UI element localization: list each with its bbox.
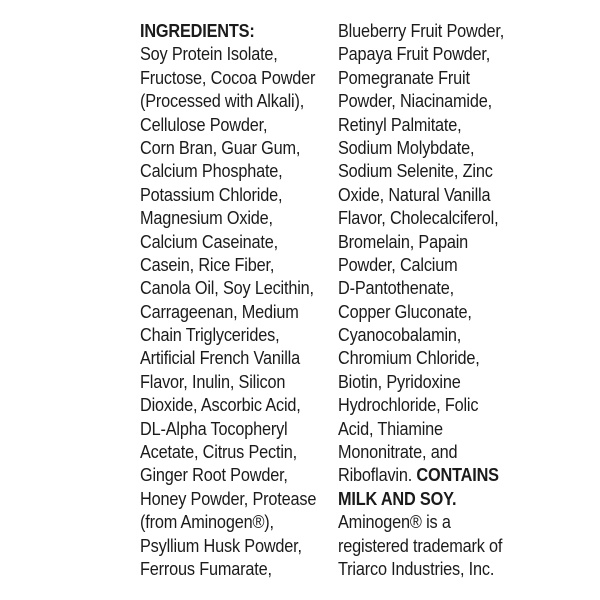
ingredient-line (338, 159, 504, 182)
ingredient-text: DL-Alpha Tocopheryl (140, 417, 288, 439)
ingredient-line (140, 487, 316, 510)
ingredient-text: Riboflavin. (338, 464, 417, 486)
ingredient-line (338, 370, 504, 393)
ingredient-line (338, 19, 504, 42)
ingredient-text: (from Aminogen®), (140, 511, 274, 533)
ingredient-line (140, 89, 316, 112)
ingredient-line (140, 370, 316, 393)
ingredient-line (140, 276, 316, 299)
ingredient-line (140, 534, 316, 557)
ingredient-text: Cellulose Powder, (140, 113, 268, 135)
ingredient-text: registered trademark of (338, 534, 503, 556)
ingredient-line (338, 323, 504, 346)
ingredient-text: Blueberry Fruit Powder, (338, 20, 505, 41)
ingredient-text: Soy Protein Isolate, (140, 43, 278, 65)
ingredient-line (338, 557, 504, 580)
ingredient-line (338, 510, 504, 533)
ingredient-text: Ferrous Fumarate, (140, 557, 272, 579)
ingredient-text: Powder, Niacinamide, (338, 90, 492, 112)
ingredient-line (140, 463, 316, 486)
ingredients-column-left (140, 19, 316, 580)
ingredient-text: Dioxide, Ascorbic Acid, (140, 394, 301, 416)
ingredient-line (338, 463, 504, 486)
ingredient-text: Sodium Selenite, Zinc (338, 160, 493, 182)
ingredient-text: Acetate, Citrus Pectin, (140, 441, 298, 463)
ingredient-line (338, 346, 504, 369)
ingredient-text: Artificial French Vanilla (140, 347, 300, 369)
ingredient-text: Triarco Industries, Inc. (338, 557, 495, 579)
ingredient-text: Biotin, Pyridoxine (338, 370, 461, 392)
ingredient-line (140, 19, 316, 42)
ingredient-line (140, 323, 316, 346)
ingredient-text: Potassium Chloride, (140, 183, 283, 205)
ingredient-line (140, 183, 316, 206)
ingredient-text: Bromelain, Papain (338, 230, 469, 252)
ingredients-column-right (338, 19, 504, 580)
ingredient-text: Flavor, Cholecalciferol, (338, 207, 499, 229)
ingredient-line (140, 66, 316, 89)
ingredient-text: Chromium Chloride, (338, 347, 480, 369)
ingredient-line (140, 42, 316, 65)
ingredient-text: Honey Powder, Protease (140, 487, 317, 509)
ingredient-text: Calcium Phosphate, (140, 160, 283, 182)
ingredient-text-bold: CONTAINS (416, 464, 499, 486)
ingredient-line (338, 276, 504, 299)
ingredient-text: Acid, Thiamine (338, 417, 443, 439)
ingredient-line (338, 206, 504, 229)
ingredient-text: Copper Gluconate, (338, 300, 472, 322)
ingredient-line (338, 487, 504, 510)
ingredient-text: (Processed with Alkali), (140, 90, 305, 112)
ingredient-text: Powder, Calcium (338, 253, 458, 275)
ingredient-text: Psyllium Husk Powder, (140, 534, 302, 556)
ingredient-line (140, 253, 316, 276)
ingredient-line (140, 136, 316, 159)
ingredient-line (140, 440, 316, 463)
ingredient-text: D-Pantothenate, (338, 277, 454, 299)
ingredient-text: Flavor, Inulin, Silicon (140, 370, 286, 392)
ingredient-line (338, 417, 504, 440)
ingredient-line (140, 113, 316, 136)
ingredient-text: Chain Triglycerides, (140, 324, 280, 346)
ingredient-text: Fructose, Cocoa Powder (140, 66, 316, 88)
ingredient-line (140, 206, 316, 229)
ingredient-text: Retinyl Palmitate, (338, 113, 462, 135)
ingredient-line (338, 66, 504, 89)
ingredient-line (140, 230, 316, 253)
ingredient-line (338, 42, 504, 65)
ingredient-text: Magnesium Oxide, (140, 207, 273, 229)
ingredient-line (140, 159, 316, 182)
ingredient-text: Oxide, Natural Vanilla (338, 183, 491, 205)
ingredient-line (140, 346, 316, 369)
ingredient-line (338, 300, 504, 323)
ingredient-text: Calcium Caseinate, (140, 230, 278, 252)
ingredient-line (338, 440, 504, 463)
ingredient-text: Corn Bran, Guar Gum, (140, 136, 301, 158)
ingredient-line (338, 230, 504, 253)
ingredient-line (338, 136, 504, 159)
ingredient-line (140, 393, 316, 416)
ingredient-line (338, 534, 504, 557)
ingredient-line (338, 89, 504, 112)
ingredient-line (140, 510, 316, 533)
ingredient-line (140, 300, 316, 323)
ingredient-text: Hydrochloride, Folic (338, 394, 479, 416)
ingredient-text: Aminogen® is a (338, 511, 451, 533)
ingredient-text-bold: INGREDIENTS: (140, 20, 255, 41)
ingredient-text-bold: MILK AND SOY. (338, 487, 457, 509)
ingredient-line (140, 417, 316, 440)
ingredient-line (338, 113, 504, 136)
ingredient-text: Pomegranate Fruit (338, 66, 470, 88)
ingredient-text: Mononitrate, and (338, 441, 458, 463)
ingredient-text: Cyanocobalamin, (338, 324, 462, 346)
ingredient-line (338, 253, 504, 276)
ingredient-text: Canola Oil, Soy Lecithin, (140, 277, 314, 299)
ingredient-text: Papaya Fruit Powder, (338, 43, 491, 65)
ingredient-text: Carrageenan, Medium (140, 300, 299, 322)
ingredient-line (140, 557, 316, 580)
ingredient-line (338, 183, 504, 206)
ingredient-text: Ginger Root Powder, (140, 464, 288, 486)
ingredient-text: Casein, Rice Fiber, (140, 253, 275, 275)
ingredient-text: Sodium Molybdate, (338, 136, 475, 158)
ingredient-line (338, 393, 504, 416)
